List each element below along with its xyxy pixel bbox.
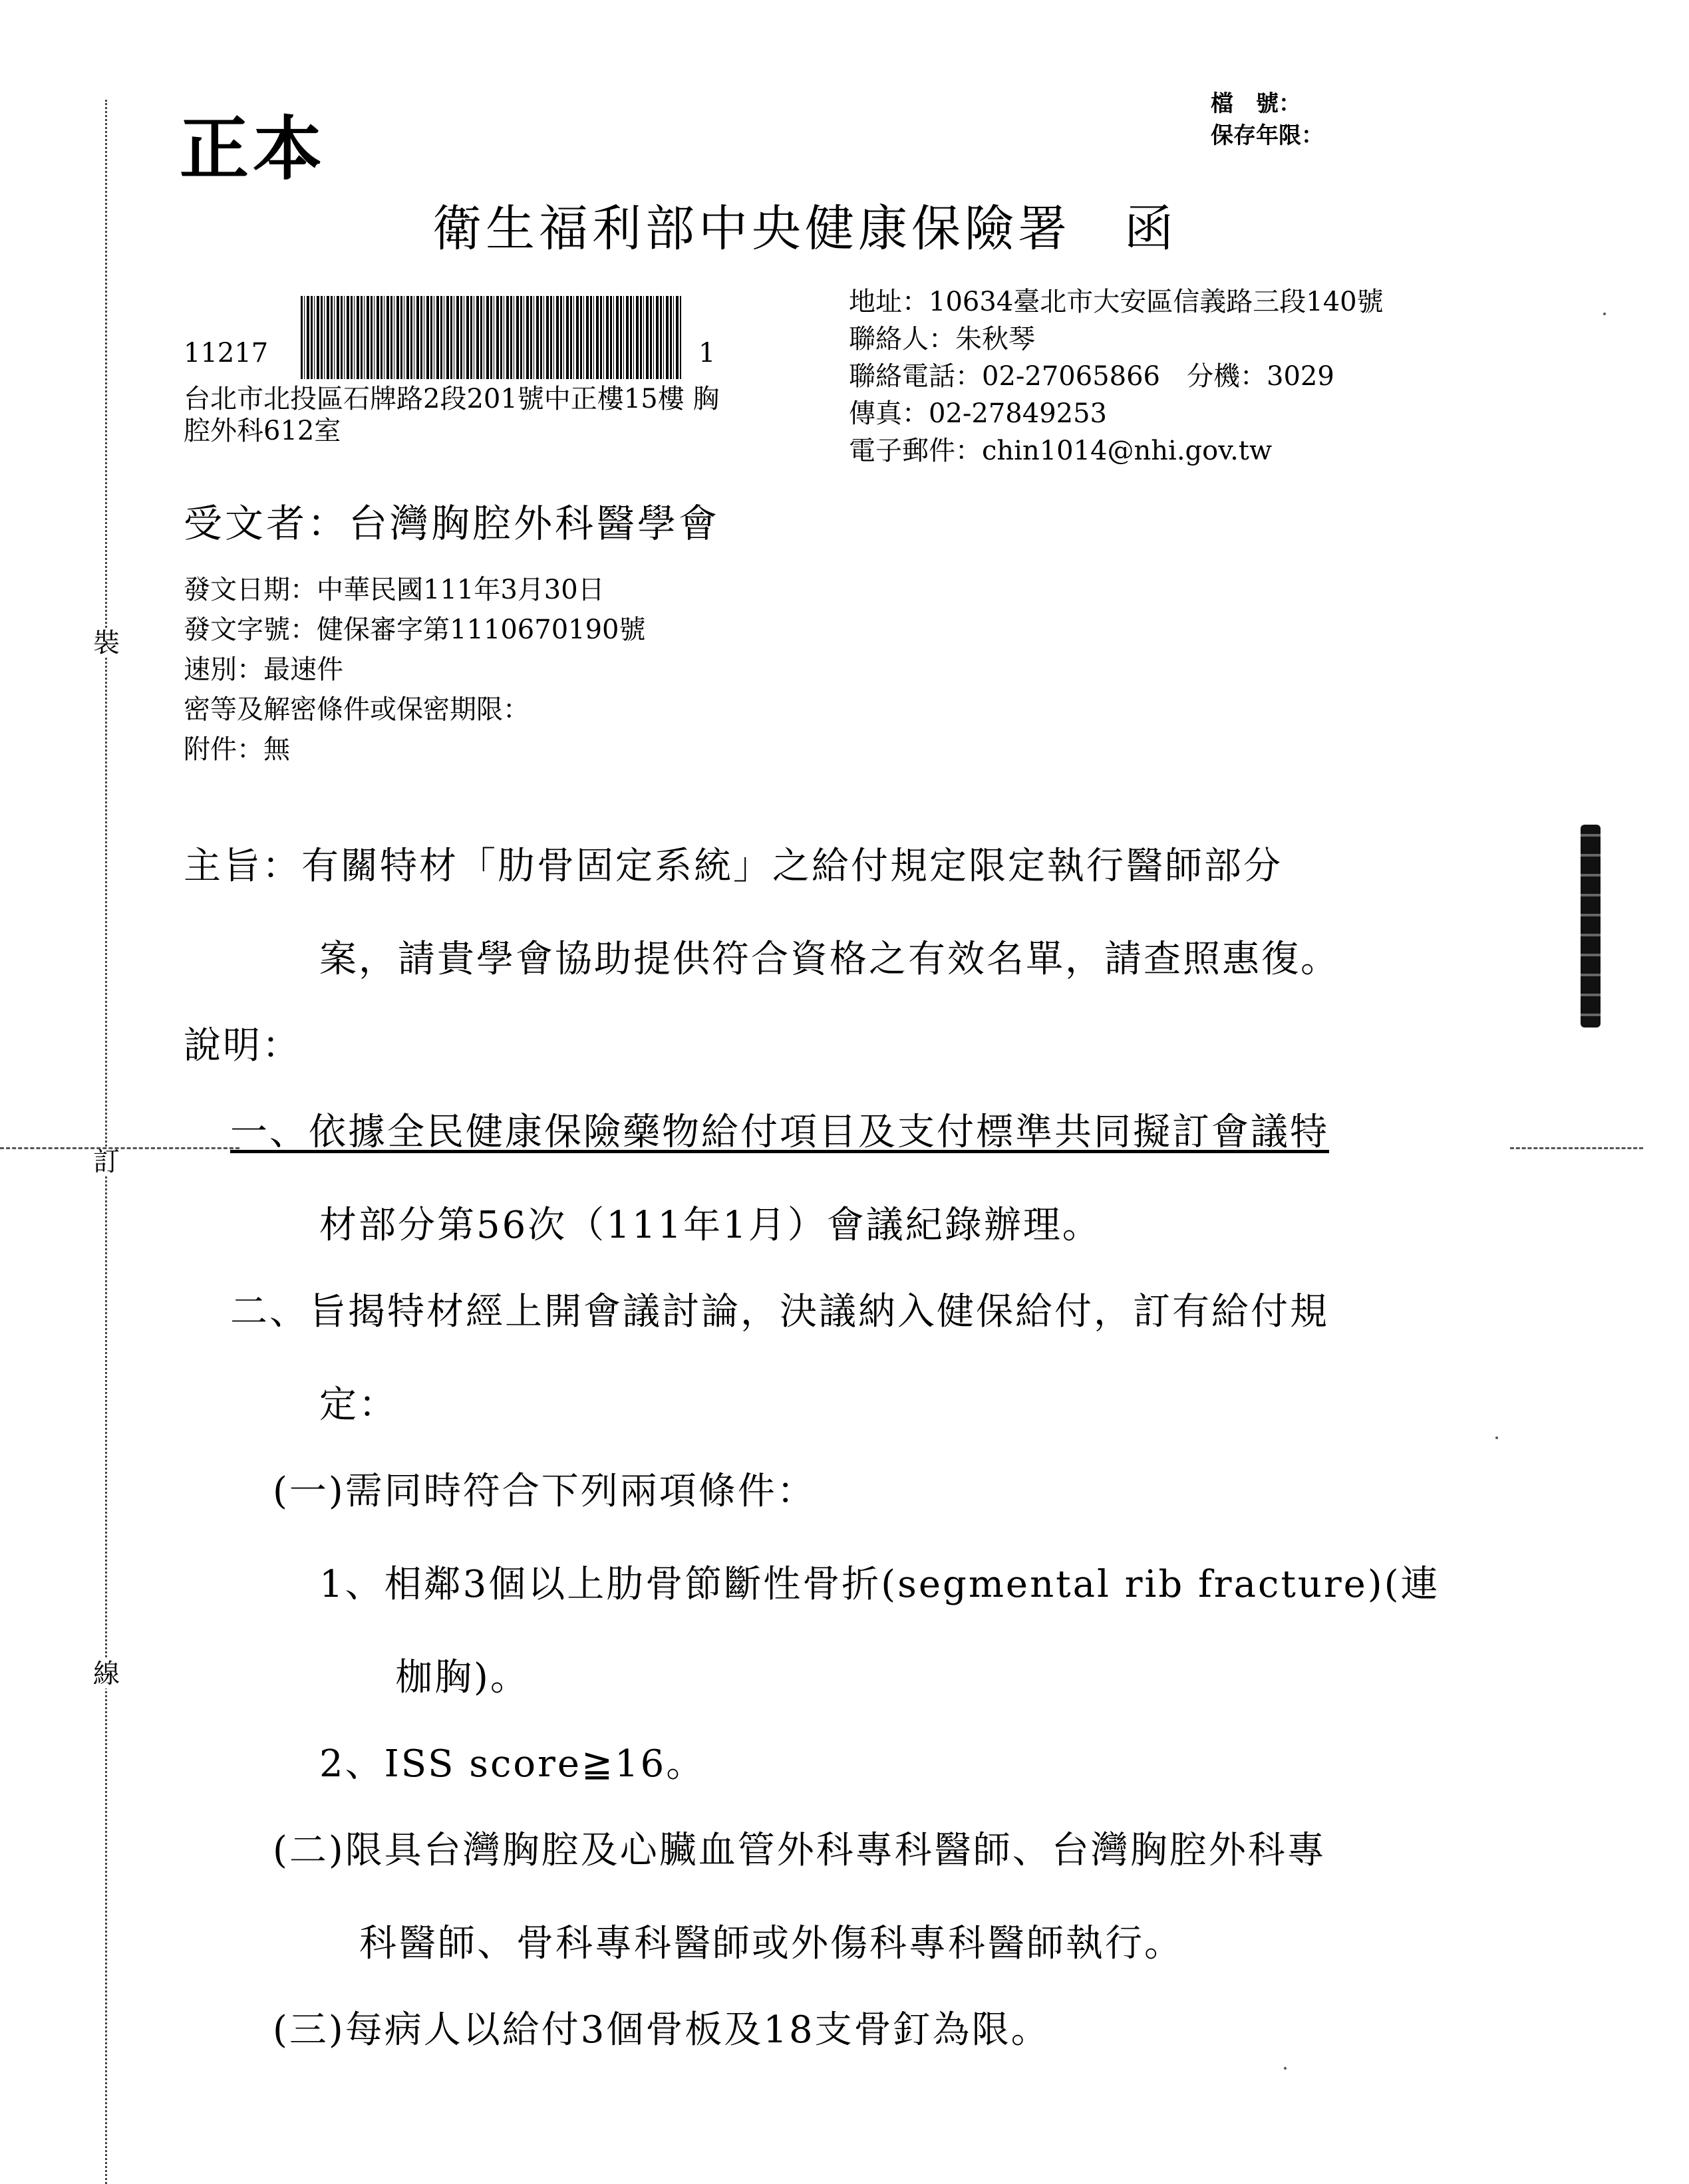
mailing-address-line2: 腔外科612室 xyxy=(184,416,341,446)
contact-fax: 傳真：02-27849253 xyxy=(849,398,1108,429)
issue-date: 發文日期：中華民國111年3月30日 xyxy=(184,575,605,605)
document-title: 衛生福利部中央健康保險署 函 xyxy=(432,200,1177,257)
physician-qualification-line2: 科醫師、骨科專科醫師或外傷科專科醫師執行。 xyxy=(359,1922,1183,1965)
document-number: 發文字號：健保審字第1110670190號 xyxy=(184,614,646,645)
barcode-suffix: 1 xyxy=(698,338,716,368)
scan-speck xyxy=(1495,1436,1498,1439)
physician-qualification-line1: (二)限具台灣胸腔及心臟血管外科專科醫師、台灣胸腔外科專 xyxy=(273,1829,1326,1872)
condition-1-line2: 枷胸)。 xyxy=(395,1656,530,1699)
binding-mark-middle: 訂 xyxy=(93,1147,120,1177)
payment-limit: (三)每病人以給付3個骨板及18支骨釘為限。 xyxy=(273,2008,1050,2052)
explanation-item2-line1: 二、旨揭特材經上開會議討論，決議納入健保給付，訂有給付規 xyxy=(230,1290,1329,1333)
mailing-address-line1: 台北市北投區石牌路2段201號中正樓15樓 胸 xyxy=(184,384,720,414)
recipient: 受文者：台灣胸腔外科醫學會 xyxy=(184,501,720,546)
condition-2: 2、ISS score≧16。 xyxy=(319,1742,706,1786)
delivery-speed: 速別：最速件 xyxy=(184,654,343,685)
retention-period-label: 保存年限： xyxy=(1211,122,1324,149)
binding-line xyxy=(105,100,107,2184)
binding-mark-top: 裝 xyxy=(93,628,120,658)
contact-phone: 聯絡電話：02-27065866 分機：3029 xyxy=(849,361,1334,392)
attachments: 附件：無 xyxy=(184,734,290,765)
agency-address: 地址：10634臺北市大安區信義路三段140號 xyxy=(849,287,1384,317)
explanation-heading: 說明： xyxy=(184,1024,301,1067)
original-copy-mark: 正本 xyxy=(180,108,327,190)
scan-speck xyxy=(1284,2067,1287,2070)
explanation-item2-line2: 定： xyxy=(319,1383,398,1427)
binding-mark-bottom: 線 xyxy=(93,1659,120,1689)
explanation-item1-line1: 一、依據全民健康保險藥物給付項目及支付標準共同擬訂會議特 xyxy=(230,1111,1329,1154)
contact-email: 電子郵件：chin1014@nhi.gov.tw xyxy=(849,436,1273,466)
cut-line-right xyxy=(1510,1147,1643,1149)
subject-line2: 案，請貴學會協助提供符合資格之有效名單，請查照惠復。 xyxy=(319,938,1340,981)
security-level: 密等及解密條件或保密期限： xyxy=(184,694,530,725)
condition-1-line1: 1、相鄰3個以上肋骨節斷性骨折(segmental rib fracture)(連 xyxy=(319,1563,1440,1606)
file-number-label: 檔 號： xyxy=(1211,90,1301,117)
scan-speck xyxy=(1603,313,1606,315)
contact-person: 聯絡人：朱秋琴 xyxy=(849,324,1035,354)
condition-group-1: (一)需同時符合下列兩項條件： xyxy=(273,1470,816,1513)
page-edge-mark xyxy=(1581,825,1601,1027)
postal-code: 11217 xyxy=(184,338,269,368)
explanation-item1-line2: 材部分第56次（111年1月）會議紀錄辦理。 xyxy=(319,1204,1102,1247)
postal-barcode xyxy=(301,296,681,379)
subject-line1: 主旨：有關特材「肋骨固定系統」之給付規定限定執行醫師部分 xyxy=(184,845,1283,888)
cut-line-left xyxy=(0,1147,239,1149)
